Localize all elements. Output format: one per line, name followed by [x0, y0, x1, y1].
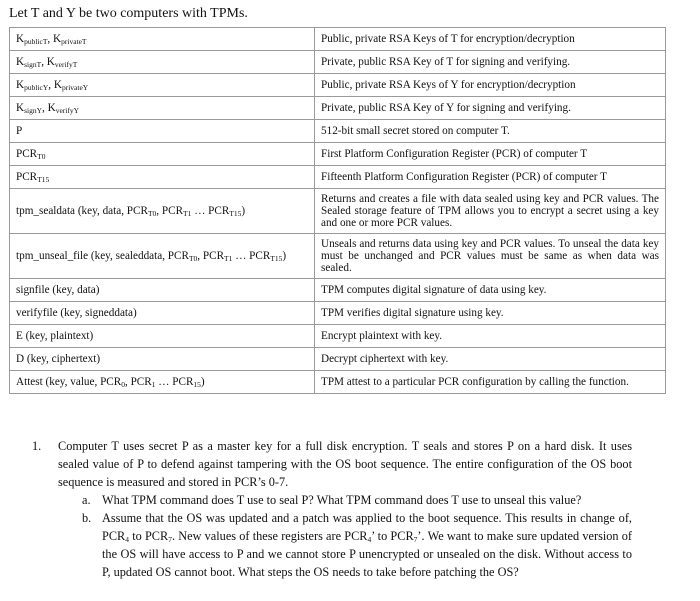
sub-question-a	[82, 491, 632, 509]
sub-question-text: Assume that the OS was updated and a patch was applied to the boot sequence. This results in change of, $PCR_4$ to $PCR_7$. New values of these registers are $PCR_4$’ to $PCR_7$’. We want to make sure updated version of the OS will have access to P and we cannot store P unencrypted or unsealed on the disk. Without access to P, updated OS cannot boot. What steps the OS needs to take before patching the OS?	[102, 511, 633, 579]
subscript: verifyT	[54, 60, 78, 69]
table-row	[10, 143, 666, 166]
term-cell: E (key, plaintext)	[10, 325, 315, 348]
description-cell: Fifteenth Platform Configuration Register (PCR) of computer T	[315, 166, 666, 189]
questions-section	[32, 437, 632, 581]
table-row	[10, 97, 666, 120]
table-row	[10, 166, 666, 189]
definitions-table-body	[10, 28, 666, 394]
subscript: T1	[224, 254, 233, 263]
subscript: publicY	[24, 83, 49, 92]
question-number: 1.	[32, 439, 42, 453]
table-row	[10, 371, 666, 394]
term-cell: signfile (key, data)	[10, 279, 315, 302]
subscript: T1	[183, 209, 192, 218]
subscript: T15	[229, 209, 242, 218]
description-cell: Encrypt plaintext with key.	[315, 325, 666, 348]
table-row	[10, 302, 666, 325]
table-row	[10, 28, 666, 51]
term-cell: P	[10, 120, 315, 143]
term-cell: $K_{signT}$, $K_{verifyT}$	[10, 51, 315, 74]
table-row	[10, 325, 666, 348]
subscript: 1	[151, 380, 156, 389]
question-text: Computer T uses secret P as a master key for a full disk encryption. T seals and stores P on a hard disk. It uses sealed value of P to defend against tampering with the OS boot sequence. The entire configuration of the OS boot sequence is measured and stored in PCR’s 0-7.	[58, 439, 632, 489]
term-cell: $PCR_{T15}$	[10, 166, 315, 189]
description-cell: Decrypt ciphertext with key.	[315, 348, 666, 371]
subscript: T0	[37, 152, 46, 161]
table-row	[10, 348, 666, 371]
description-cell: Public, private RSA Keys of Y for encryption/decryption	[315, 74, 666, 97]
term-cell: D (key, ciphertext)	[10, 348, 315, 371]
description-cell: Public, private RSA Keys of T for encryption/decryption	[315, 28, 666, 51]
term-cell: tpm_sealdata (key, data, $PCR_{T0}$, $PCR_{T1}$ … $PCR_{T15}$)	[10, 189, 315, 234]
description-cell: TPM verifies digital signature using key.	[315, 302, 666, 325]
term-cell: $PCR_{T0}$	[10, 143, 315, 166]
subscript: 15	[193, 380, 201, 389]
subscript: signT	[24, 60, 42, 69]
sub-question-label: b.	[82, 511, 92, 525]
subscript: signY	[24, 106, 43, 115]
description-cell: First Platform Configuration Register (PCR) of computer T	[315, 143, 666, 166]
subscript: 4	[125, 535, 129, 544]
table-row	[10, 74, 666, 97]
description-cell: 512-bit small secret stored on computer T.	[315, 120, 666, 143]
description-cell: Private, public RSA Key of T for signing and verifying.	[315, 51, 666, 74]
subscript: privateT	[61, 37, 87, 46]
description-cell: TPM computes digital signature of data using key.	[315, 279, 666, 302]
subscript: 4	[367, 535, 372, 544]
intro-text: Let T and Y be two computers with TPMs.	[9, 6, 248, 21]
table-row	[10, 51, 666, 74]
table-row	[10, 234, 666, 279]
definitions-table	[9, 27, 666, 394]
subscript: T0	[188, 254, 198, 263]
subscript: T0	[147, 209, 157, 218]
term-cell: $K_{publicY}$, $K_{privateY}$	[10, 74, 315, 97]
subscript: publicT	[24, 37, 48, 46]
subscript: verifyY	[55, 106, 80, 115]
subscript: T15	[270, 254, 283, 263]
description-cell: Returns and creates a file with data sealed using key and PCR values. The Sealed storage feature of TPM allows you to encrypt a secret using a key and one or more PCR values.	[315, 189, 666, 234]
term-cell: verifyfile (key, signeddata)	[10, 302, 315, 325]
sub-question-label: a.	[82, 493, 91, 507]
question-1	[32, 437, 632, 491]
subscript: 7	[168, 535, 172, 544]
sub-question-b	[82, 509, 632, 581]
term-cell: tpm_unseal_file (key, sealeddata, $PCR_{T0}$, $PCR_{T1}$ … $PCR_{T15}$)	[10, 234, 315, 279]
description-cell: TPM attest to a particular PCR configuration by calling the function.	[315, 371, 666, 394]
term-cell: Attest (key, value, $PCR_0$, $PCR_1$ … $PCR_{15}$)	[10, 371, 315, 394]
term-cell: $K_{publicT}$, $K_{privateT}$	[10, 28, 315, 51]
table-row	[10, 189, 666, 234]
term-cell: $K_{signY}$, $K_{verifyY}$	[10, 97, 315, 120]
table-row	[10, 120, 666, 143]
description-cell: Unseals and returns data using key and PCR values. To unseal the data key must be unchanged and PCR values must be same as when data was sealed.	[315, 234, 666, 279]
subscript: T15	[37, 175, 50, 184]
sub-question-text: What TPM command does T use to seal P? What TPM command does T use to unseal this value?	[102, 493, 582, 507]
table-row	[10, 279, 666, 302]
subscript: 7	[413, 535, 418, 544]
subscript: 0	[121, 380, 125, 389]
subscript: privateY	[61, 83, 89, 92]
description-cell: Private, public RSA Key of Y for signing and verifying.	[315, 97, 666, 120]
